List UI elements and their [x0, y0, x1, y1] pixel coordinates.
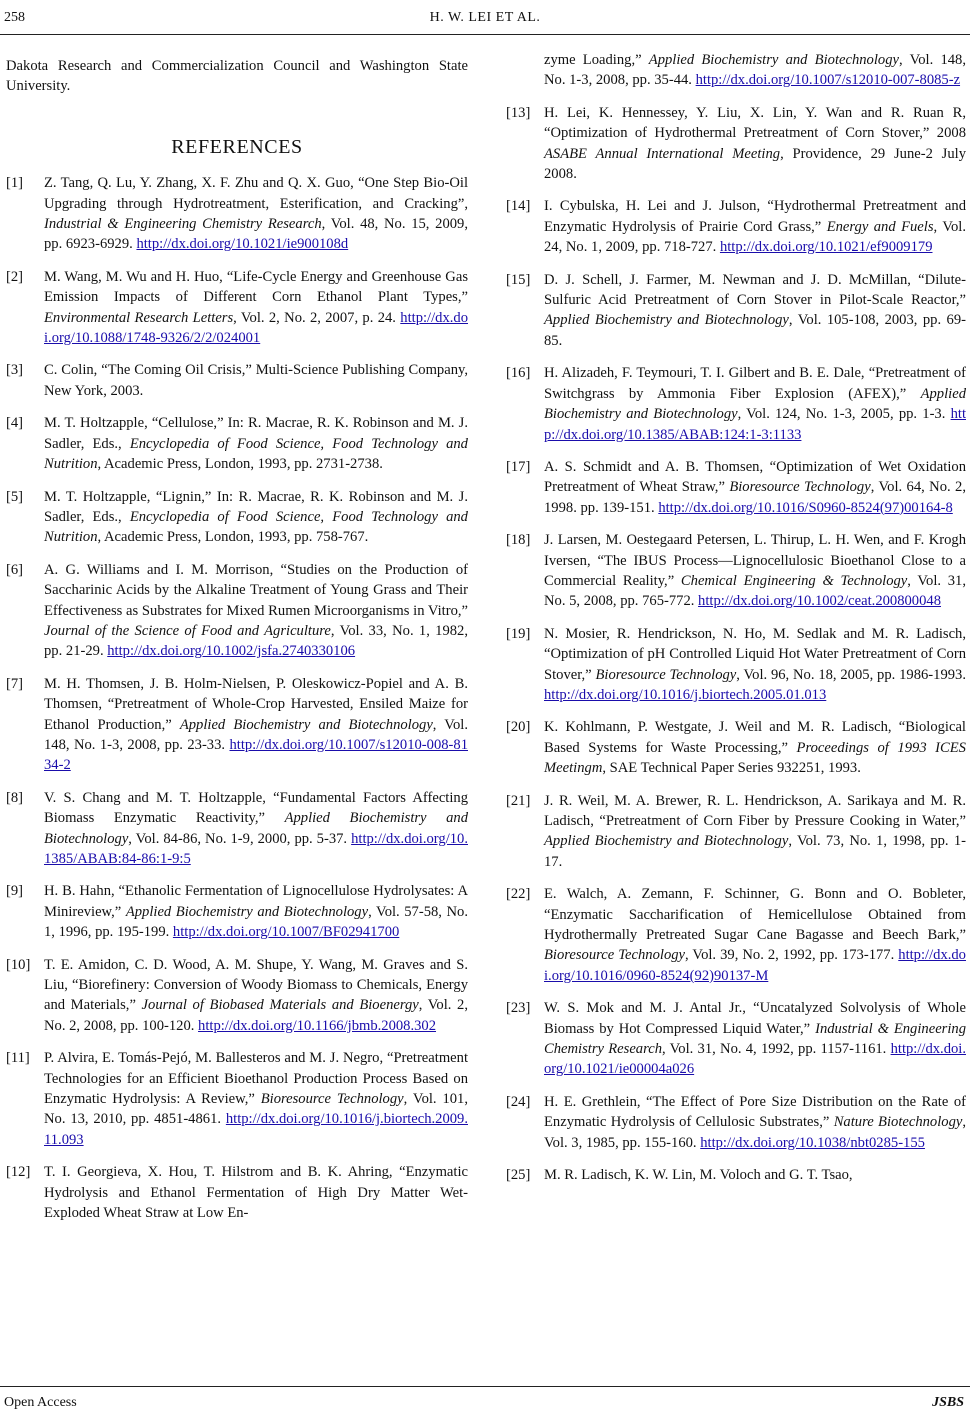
- reference-number: [11]: [6, 1050, 30, 1067]
- reference-item: [506, 196, 966, 257]
- reference-body: [44, 788, 468, 870]
- reference-journal: Industrial & Engineering Chemistry Research: [44, 216, 322, 233]
- reference-doi-link[interactable]: http://dx.doi.org/10.1088/1748-9326/2/2/024001: [44, 309, 468, 347]
- reference-tail: , SAE Technical Paper Series 932251, 1993.: [602, 760, 861, 777]
- reference-item: [506, 1165, 966, 1185]
- reference-text: J. R. Weil, M. A. Brewer, R. L. Hendrickson, A. Sarikaya and M. R. Ladisch, “Pretreatment of Corn Fiber by Pressure Cooking in Water,”: [544, 792, 966, 829]
- reference-doi-link[interactable]: http://dx.doi.org/10.1002/ceat.200800048: [698, 593, 941, 610]
- reference-text: E. Walch, A. Zemann, F. Schinner, G. Bonn and O. Bobleter, “Enzymatic Saccharification of Hemicellulose Obtained from Hydrothermally Pretreated Sugar Cane Bagasse and Beech Bark,”: [544, 886, 966, 944]
- reference-doi-link[interactable]: http://dx.doi.org/10.1002/jsfa.2740330106: [107, 643, 356, 660]
- reference-text: W. S. Mok and M. J. Antal Jr., “Uncatalyzed Solvolysis of Whole Biomass by Hot Compressed Liquid Water,”: [544, 1000, 966, 1037]
- reference-number: [21]: [506, 792, 531, 809]
- reference-journal: Bioresource Technology: [729, 479, 871, 496]
- reference-item: [6, 788, 468, 870]
- reference-number: [6]: [6, 561, 24, 578]
- reference-tail: , Providence, 29 June-2 July 2008.: [544, 145, 967, 183]
- reference-text: K. Kohlmann, P. Westgate, J. Weil and M. R. Ladisch, “Biological Based Systems for Waste Processing,”: [544, 719, 966, 756]
- reference-body: [544, 717, 966, 778]
- reference-journal: Bioresource Technology: [544, 947, 686, 964]
- reference-body: [44, 360, 468, 401]
- reference-item: [6, 1048, 468, 1150]
- continuation-text: zyme Loading,”: [544, 52, 649, 68]
- reference-doi-link[interactable]: http://dx.doi.org/10.1016/j.biortech.2009.11.093: [44, 1111, 468, 1148]
- reference-item: [6, 487, 468, 548]
- reference-text: H. Alizadeh, F. Teymouri, T. I. Gilbert and B. E. Dale, “Pretreatment of Switchgrass by Ammonia Fiber Explosion (AFEX),”: [544, 365, 966, 402]
- reference-journal: Chemical Engineering & Technology: [680, 572, 908, 589]
- reference-journal: Nature Biotechnology: [833, 1114, 963, 1131]
- reference-item: [6, 173, 468, 255]
- reference-body: [44, 173, 468, 255]
- reference-tail: , Vol. 48, No. 15, 2009, pp. 6923-6929.: [44, 216, 468, 253]
- reference-item: [506, 791, 966, 873]
- reference-tail: , Vol. 64, No. 2, 1998. pp. 139-151.: [544, 479, 966, 516]
- reference-body: [544, 998, 966, 1080]
- reference-tail: , Academic Press, London, 1993, pp. 758-767.: [97, 529, 369, 546]
- continuation-doi-link[interactable]: http://dx.doi.org/10.1007/s12010-007-8085-z: [695, 72, 961, 89]
- reference-doi-link[interactable]: http://dx.doi.org/10.1016/S0960-8524(97)00164-8: [658, 499, 953, 516]
- reference-item: [6, 1162, 468, 1223]
- reference-list-right: [506, 103, 966, 1186]
- reference-number: [25]: [506, 1167, 531, 1184]
- reference-item: [506, 457, 966, 518]
- reference-doi-link[interactable]: http://dx.doi.org/10.1007/BF02941700: [172, 924, 400, 941]
- reference-text: M. T. Holtzapple, “Lignin,” In: R. Macrae, R. K. Robinson and M. J. Sadler, Eds.,: [44, 488, 468, 525]
- reference-body: [44, 881, 468, 942]
- reference-number: [12]: [6, 1164, 31, 1181]
- reference-text: N. Mosier, R. Hendrickson, N. Ho, M. Sedlak and M. R. Ladisch, “Optimization of pH Controlled Liquid Hot Water Pretreatment of Corn Stover,”: [544, 625, 966, 683]
- continuation-journal: Applied Biochemistry and Biotechnology: [648, 52, 899, 68]
- reference-number: [3]: [6, 362, 24, 379]
- reference-tail: , Vol. 124, No. 1-3, 2005, pp. 1-3.: [737, 406, 951, 423]
- reference-doi-link[interactable]: http://dx.doi.org/10.1166/jbmb.2008.302: [198, 1017, 437, 1034]
- reference-body: [544, 791, 966, 873]
- reference-number: [10]: [6, 956, 31, 973]
- left-column: [6, 50, 468, 1236]
- reference-item: [506, 270, 966, 352]
- reference-journal: Applied Biochemistry and Biotechnology: [544, 385, 966, 423]
- reference-body: [544, 196, 966, 257]
- reference-doi-link[interactable]: http://dx.doi.org/10.1016/j.biortech.2005.01.013: [544, 686, 827, 703]
- reference-text: H. B. Hahn, “Ethanolic Fermentation of Lignocellulose Hydrolysates: A Minireview,”: [44, 883, 468, 920]
- reference-text: J. Larsen, M. Oestegaard Petersen, L. Thirup, L. H. Wen, and F. Krogh Iversen, “The IBUS Process—Lignocellulosic Bioethanol Close to a Commercial Reality,”: [544, 532, 966, 589]
- reference-journal: Bioresource Technology: [260, 1091, 404, 1108]
- reference-doi-link[interactable]: http://dx.doi.org/10.1021/ef9009179: [719, 239, 933, 256]
- reference-journal: Industrial & Engineering Chemistry Research: [544, 1020, 966, 1058]
- reference-body: [544, 103, 966, 185]
- reference-tail: , Vol. 31, No. 4, 1992, pp. 1157-1161.: [662, 1041, 891, 1058]
- reference-item: [6, 674, 468, 776]
- reference-body: [44, 560, 468, 662]
- reference-item: [506, 717, 966, 778]
- reference-tail: , Vol. 73, No. 1, 1998, pp. 1-17.: [544, 833, 966, 870]
- reference-text: T. E. Amidon, C. D. Wood, A. M. Shupe, Y. Wang, M. Graves and S. Liu, “Biorefinery: Conversion of Woody Biomass to Chemicals, Energy and Materials,”: [44, 956, 468, 1014]
- reference-body: [44, 267, 468, 349]
- reference-text: A. S. Schmidt and A. B. Thomsen, “Optimization of Wet Oxidation Pretreatment of Wheat Straw,”: [544, 458, 966, 496]
- reference-text: A. G. Williams and I. M. Morrison, “Studies on the Production of Saccharinic Acids by the Alkaline Treatment of Young Grass and Their Effectiveness as Substrates for Mixed Rumen Microorganisms in Vitro,”: [44, 561, 468, 619]
- reference-doi-link[interactable]: http://dx.doi.org/10.1016/0960-8524(92)90137-M: [544, 947, 966, 984]
- reference-number: [1]: [6, 175, 24, 192]
- reference-number: [24]: [506, 1093, 531, 1110]
- reference-text: H. E. Grethlein, “The Effect of Pore Size Distribution on the Rate of Enzymatic Hydrolysis of Cellulosic Substrates,”: [544, 1093, 966, 1131]
- reference-item: [6, 360, 468, 401]
- reference-text: V. S. Chang and M. T. Holtzapple, “Fundamental Factors Affecting Biomass Enzymatic Reactivity,”: [44, 789, 468, 827]
- reference-text: I. Cybulska, H. Lei and J. Julson, “Hydrothermal Pretreatment and Enzymatic Hydrolysis of Prairie Cord Grass,”: [544, 198, 966, 235]
- reference-tail: , Vol. 57-58, No. 1, 1996, pp. 195-199.: [44, 903, 468, 941]
- reference-number: [18]: [506, 532, 531, 549]
- reference-journal: Applied Biochemistry and Biotechnology: [125, 903, 369, 920]
- reference-journal: Encyclopedia of Food Science, Food Technology and Nutrition: [44, 435, 468, 473]
- reference-tail: , Vol. 96, No. 18, 2005, pp. 1986-1993.: [736, 666, 966, 683]
- reference-tail: , Vol. 148, No. 1-3, 2008, pp. 23-33.: [44, 716, 468, 753]
- reference-doi-link[interactable]: http://dx.doi.org/10.1385/ABAB:84-86:1-9:5: [44, 830, 468, 867]
- reference-doi-link[interactable]: http://dx.doi.org/10.1038/nbt0285-155: [700, 1134, 925, 1151]
- reference-body: [544, 457, 966, 518]
- reference-journal: Journal of Biobased Materials and Bioenergy: [141, 997, 419, 1014]
- reference-tail: , Vol. 84-86, No. 1-9, 2000, pp. 5-37.: [128, 830, 352, 847]
- reference-number: [8]: [6, 789, 24, 806]
- reference-journal: Applied Biochemistry and Biotechnology: [544, 312, 789, 329]
- reference-body: [44, 1048, 468, 1150]
- reference-text: T. I. Georgieva, X. Hou, T. Hilstrom and B. K. Ahring, “Enzymatic Hydrolysis and Ethanol Fermentation of High Dry Matter Wet-Exploded Wheat Straw at Low En-: [44, 1164, 468, 1222]
- reference-body: [544, 624, 966, 706]
- reference-number: [22]: [506, 886, 531, 903]
- reference-number: [4]: [6, 415, 24, 432]
- reference-tail: , Vol. 39, No. 2, 1992, pp. 173-177.: [685, 947, 899, 964]
- reference-text: H. Lei, K. Hennessey, Y. Liu, X. Lin, Y. Wan and R. Ruan R, “Optimization of Hydrothermal Pretreatment of Corn Stover,” 2008: [544, 104, 966, 142]
- reference-continuation: [544, 50, 966, 91]
- reference-tail: , Vol. 24, No. 1, 2009, pp. 718-727.: [544, 218, 966, 256]
- acknowledgement-text: Dakota Research and Commercialization Council and Washington State University.: [6, 58, 468, 95]
- reference-doi-link[interactable]: http://dx.doi.org/10.1007/s12010-008-8134-2: [44, 736, 468, 774]
- reference-body: [544, 1092, 966, 1153]
- reference-text: C. Colin, “The Coming Oil Crisis,” Multi-Science Publishing Company, New York, 2003.: [44, 362, 468, 399]
- reference-item: [6, 413, 468, 474]
- reference-tail: , Academic Press, London, 1993, pp. 2731-2738.: [97, 456, 383, 473]
- reference-text: M. Wang, M. Wu and H. Huo, “Life-Cycle Energy and Greenhouse Gas Emission Impacts of Different Corn Ethanol Plant Types,”: [44, 268, 468, 306]
- right-column: [506, 50, 966, 1198]
- reference-journal: Proceedings of 1993 ICES Meetingm: [544, 739, 966, 777]
- reference-tail: , Vol. 3, 1985, pp. 155-160.: [544, 1114, 967, 1151]
- reference-item: [6, 881, 468, 942]
- reference-number: [9]: [6, 883, 24, 900]
- continuation-tail: , Vol. 148, No. 1-3, 2008, pp. 35-44.: [544, 52, 966, 89]
- reference-text: Z. Tang, Q. Lu, Y. Zhang, X. F. Zhu and Q. X. Guo, “One Step Bio-Oil Upgrading through Hydrotreatment, Esterification, and Cracking”,: [44, 175, 468, 212]
- running-title: H. W. LEI ET AL.: [429, 10, 541, 25]
- reference-body: [544, 1165, 966, 1185]
- reference-number: [20]: [506, 719, 531, 736]
- reference-tail: , Vol. 105-108, 2003, pp. 69-85.: [544, 312, 966, 349]
- reference-number: [2]: [6, 268, 24, 285]
- reference-body: [44, 1162, 468, 1223]
- reference-item: [6, 267, 468, 349]
- reference-item: [506, 624, 966, 706]
- reference-body: [544, 884, 966, 986]
- reference-number: [17]: [506, 458, 531, 475]
- reference-item: [6, 955, 468, 1037]
- reference-number: [15]: [506, 271, 531, 288]
- reference-body: [44, 674, 468, 776]
- reference-journal: ASABE Annual International Meeting: [544, 145, 781, 162]
- reference-tail: , Vol. 31, No. 5, 2008, pp. 765-772.: [544, 572, 966, 610]
- open-access-label: Open Access: [4, 1395, 77, 1410]
- reference-tail: , Vol. 2, No. 2, 2007, p. 24.: [233, 309, 401, 326]
- reference-number: [7]: [6, 675, 24, 692]
- reference-item: [506, 998, 966, 1080]
- reference-doi-link[interactable]: http://dx.doi.org/10.1021/ie00004a026: [544, 1041, 966, 1078]
- reference-item: [6, 560, 468, 662]
- page-header: [0, 0, 970, 35]
- reference-number: [16]: [506, 365, 531, 382]
- reference-item: [506, 884, 966, 986]
- page-number: 258: [4, 10, 25, 25]
- reference-text: M. T. Holtzapple, “Cellulose,” In: R. Macrae, R. K. Robinson and M. J. Sadler, Eds.,: [44, 415, 468, 452]
- reference-journal: Environmental Research Letters: [44, 309, 234, 326]
- reference-journal: Applied Biochemistry and Biotechnology: [544, 833, 789, 850]
- reference-item: [506, 103, 966, 185]
- reference-text: P. Alvira, E. Tomás-Pejó, M. Ballesteros and M. J. Negro, “Pretreatment Technologies for an Efficient Bioethanol Production Process Based on Enzymatic Hydrolysis: A Review,”: [44, 1050, 468, 1108]
- reference-body: [44, 487, 468, 548]
- reference-tail: , Vol. 33, No. 1, 1982, pp. 21-29.: [44, 622, 469, 660]
- reference-body: [544, 270, 966, 352]
- reference-number: [14]: [506, 198, 531, 215]
- reference-body: [44, 413, 468, 474]
- reference-text: M. H. Thomsen, J. B. Holm-Nielsen, P. Oleskowicz-Popiel and A. B. Thomsen, “Pretreatment of Whole-Crop Harvested, Ensiled Maize for Ethanol Production,”: [44, 675, 468, 733]
- reference-tail: , Vol. 101, No. 13, 2010, pp. 4851-4861.: [44, 1091, 468, 1128]
- reference-number: [19]: [506, 625, 531, 642]
- reference-journal: Encyclopedia of Food Science, Food Technology and Nutrition: [44, 508, 468, 546]
- journal-abbrev: JSBS: [932, 1395, 964, 1410]
- reference-tail: , Vol. 2, No. 2, 2008, pp. 100-120.: [44, 997, 468, 1034]
- reference-number: [5]: [6, 488, 24, 505]
- reference-journal: Applied Biochemistry and Biotechnology: [44, 810, 468, 847]
- reference-text: D. J. Schell, J. Farmer, M. Newman and J. D. McMillan, “Dilute-Sulfuric Acid Pretreatment of Corn Stover in Pilot-Scale Reactor,”: [544, 271, 966, 309]
- reference-item: [506, 530, 966, 612]
- reference-item: [506, 363, 966, 445]
- reference-body: [544, 530, 966, 612]
- reference-number: [13]: [506, 104, 531, 121]
- reference-number: [23]: [506, 1000, 531, 1017]
- reference-body: [544, 363, 966, 445]
- references-heading: REFERENCES: [171, 135, 303, 158]
- reference-list-left: [6, 173, 468, 1223]
- reference-doi-link[interactable]: http://dx.doi.org/10.1385/ABAB:124:1-3:1133: [544, 406, 966, 443]
- reference-text: M. R. Ladisch, K. W. Lin, M. Voloch and G. T. Tsao,: [544, 1167, 853, 1184]
- reference-doi-link[interactable]: http://dx.doi.org/10.1021/ie900108d: [136, 236, 349, 253]
- reference-item: [506, 1092, 966, 1153]
- reference-body: [44, 955, 468, 1037]
- reference-journal: Journal of the Science of Food and Agriculture: [44, 622, 331, 639]
- page-footer: [0, 1386, 970, 1415]
- reference-journal: Applied Biochemistry and Biotechnology: [179, 716, 433, 733]
- reference-journal: Bioresource Technology: [595, 666, 737, 683]
- reference-journal: Energy and Fuels: [826, 218, 934, 235]
